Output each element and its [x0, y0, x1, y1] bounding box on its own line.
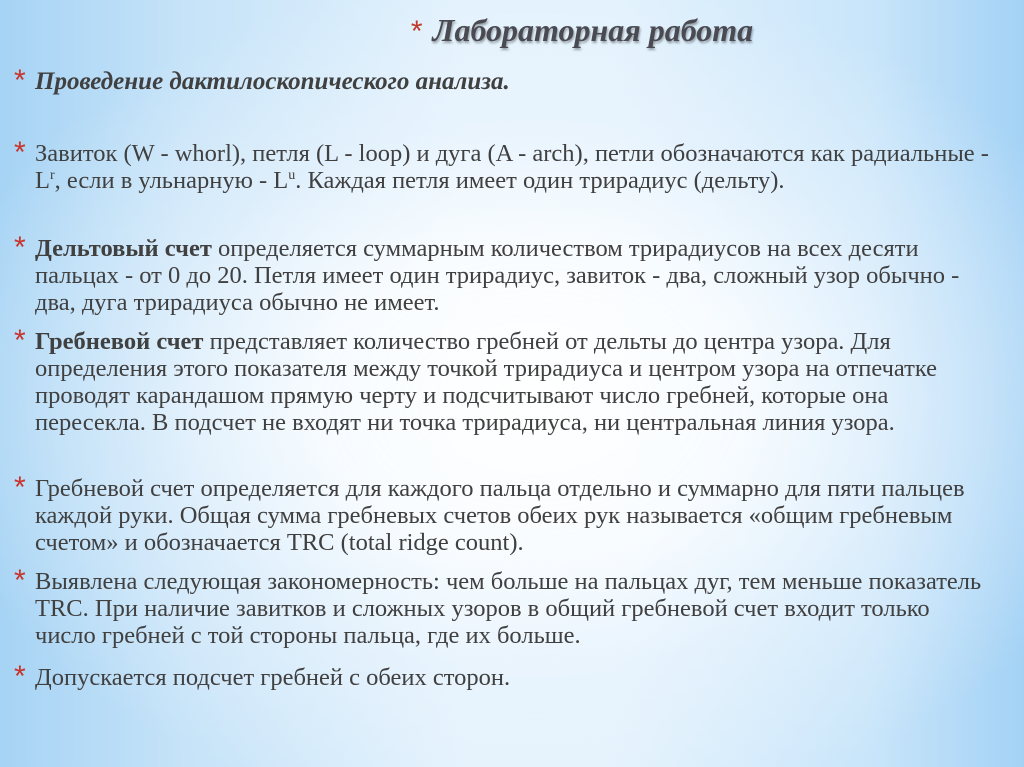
bullet-asterisk-icon: * [14, 136, 26, 169]
slide-title-text: Лабораторная работа [432, 12, 754, 48]
bullet-ridge-count [14, 324, 994, 436]
bullet-text: Выявлена следующая закономерность: чем больше на пальцах дуг, тем меньше показатель TRC. При наличие завитков и сложных узоров в общий гребневой счет входит только число гребней с той стороны пальца, где их больше. [35, 568, 982, 649]
bullet-text-part: Завиток (W - whorl), петля (L - loop) и дуга (A - arch), петли обозначаются как радиальные - L [35, 140, 989, 194]
bullet-asterisk-icon: * [14, 64, 26, 97]
bullet-asterisk-icon: * [410, 15, 423, 48]
bullet-pattern-rule [14, 564, 994, 649]
bullet-text: Гребневой счет определяется для каждого пальца отдельно и суммарно для пяти пальцев каждой руки. Общая сумма гребневых счетов обеих рук называется «общим гребневым счетом» и обозначается TRC (total ridge count). [35, 475, 965, 556]
bullet-text-part: . Каждая петля имеет один трирадиус (дельту). [295, 167, 785, 194]
bullet-asterisk-icon: * [14, 564, 26, 597]
subheading-text: Проведение дактилоскопического анализа. [35, 68, 510, 95]
superscript-ulnar: u [288, 168, 296, 183]
bullet-trc [14, 471, 994, 556]
bullet-text [35, 328, 994, 436]
slide-title [70, 12, 1024, 49]
superscript-radial: r [49, 168, 55, 183]
bullet-term: Гребневой счет [35, 328, 204, 355]
bullet-text [35, 235, 994, 316]
bullet-delta-count [14, 231, 994, 316]
bullet-asterisk-icon: * [14, 660, 26, 693]
bullet-patterns [14, 136, 994, 194]
subheading-bullet [14, 64, 994, 97]
bullet-both-sides [14, 660, 994, 693]
bullet-text [35, 140, 994, 194]
bullet-text-part: представляет количество гребней от дельты до центра узора. Для определения этого показателя между точкой трирадиуса и центром узора на отпечатке проводят карандашом прямую черту и подсчитывают число гребней, которые она пересекла. В подсчет не входят ни точка трирадиуса, ни центральная линия узора. [35, 328, 938, 436]
bullet-text-part: определяется суммарным количеством трирадиусов на всех десяти пальцах - от 0 до 20. Петля имеет один трирадиус, завиток - два, сложный узор обычно - два, дуга трирадиуса обычно не имеет. [35, 235, 960, 316]
bullet-text: Допускается подсчет гребней с обеих сторон. [35, 664, 511, 691]
bullet-asterisk-icon: * [14, 471, 26, 504]
bullet-term: Дельтовый счет [35, 235, 212, 262]
bullet-asterisk-icon: * [14, 231, 26, 264]
bullet-asterisk-icon: * [14, 324, 26, 357]
bullet-text-part: , если в ульнарную - L [54, 167, 289, 194]
